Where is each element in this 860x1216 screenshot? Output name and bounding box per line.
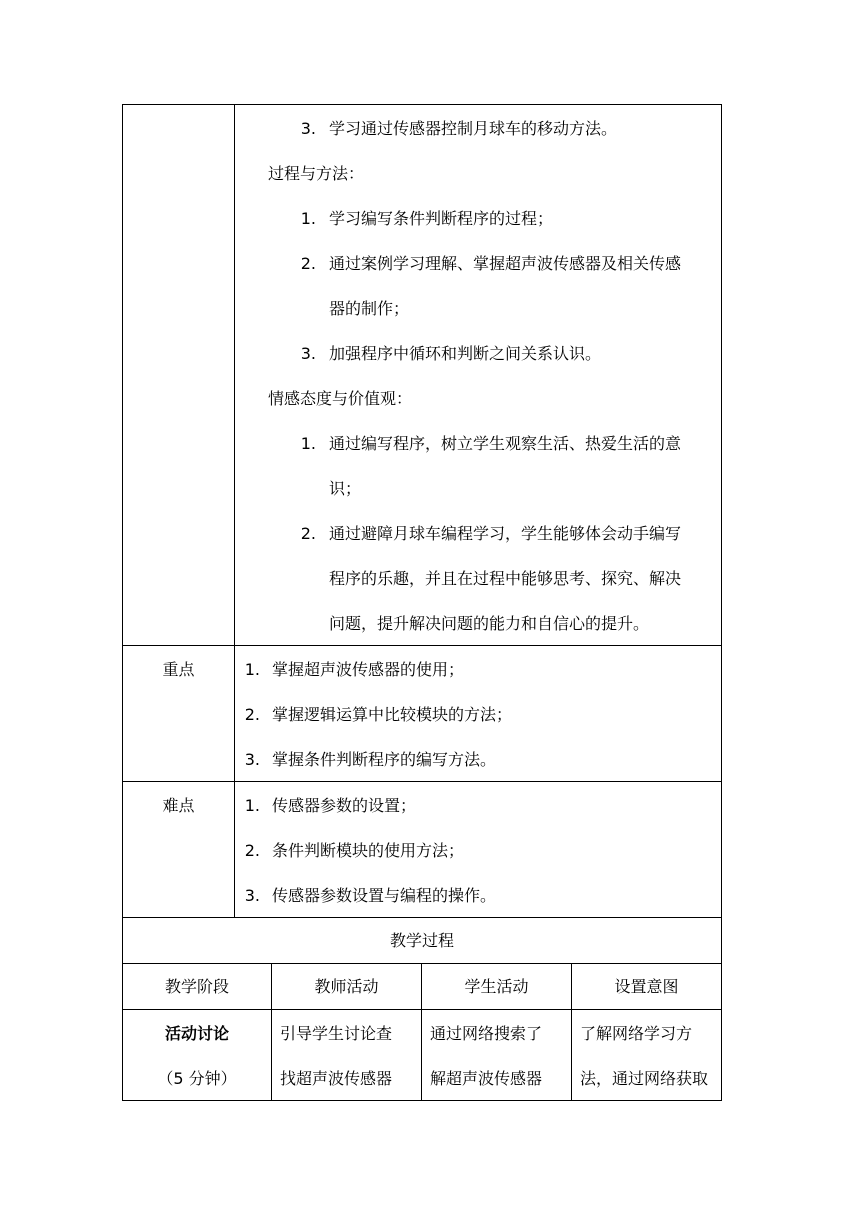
difficult-points-label: 难点 <box>162 796 195 815</box>
design-intent-continued: 法，通过网络获取 <box>580 1069 709 1088</box>
key-point-number: 1. <box>244 660 260 679</box>
attitude-item-text-continued: 程序的乐趣，并且在过程中能够思考、探究、解决 <box>329 569 682 588</box>
key-point-number: 2. <box>244 705 260 724</box>
difficult-point-number: 3. <box>244 886 260 905</box>
attitude-heading: 情感态度与价值观： <box>268 389 413 408</box>
teacher-activity: 引导学生讨论查 <box>280 1024 393 1043</box>
key-point-text: 掌握超声波传感器的使用； <box>272 660 465 679</box>
student-activity-continued: 解超声波传感器 <box>430 1069 543 1088</box>
row-divider-header <box>122 1009 722 1010</box>
process-item-number: 3. <box>300 344 316 363</box>
process-item-text-continued: 器的制作； <box>329 299 410 318</box>
process-item-number: 1. <box>300 209 316 228</box>
process-item-text: 通过案例学习理解、掌握超声波传感器及相关传感 <box>329 254 682 273</box>
stage-duration: （5 分钟） <box>157 1069 237 1088</box>
difficult-point-number: 1. <box>244 796 260 815</box>
key-point-number: 3. <box>244 750 260 769</box>
process-method-heading: 过程与方法： <box>268 164 365 183</box>
process-item-text: 加强程序中循环和判断之间关系认识。 <box>329 344 602 363</box>
table-border-right <box>721 104 722 1101</box>
attitude-item-text-continued: 识； <box>329 479 362 498</box>
table-border-top <box>122 104 722 105</box>
teacher-activity-continued: 找超声波传感器 <box>280 1069 393 1088</box>
key-points-label: 重点 <box>162 660 195 679</box>
knowledge-item-text: 学习通过传感器控制月球车的移动方法。 <box>329 119 618 138</box>
key-point-text: 掌握条件判断程序的编写方法。 <box>272 750 497 769</box>
design-intent: 了解网络学习方 <box>580 1024 693 1043</box>
label-column-divider <box>234 104 235 918</box>
process-item-number: 2. <box>300 254 316 273</box>
stage-name: 活动讨论 <box>164 1024 229 1043</box>
row-divider-objectives <box>122 645 722 646</box>
column-header-student: 学生活动 <box>464 977 529 996</box>
process-table-title: 教学过程 <box>389 931 454 950</box>
attitude-item-text: 通过编写程序，树立学生观察生活、热爱生活的意 <box>329 434 682 453</box>
knowledge-item-number: 3. <box>300 119 316 138</box>
difficult-point-text: 传感器参数的设置； <box>272 796 417 815</box>
attitude-item-text: 通过避障月球车编程学习，学生能够体会动手编写 <box>329 524 682 543</box>
attitude-item-number: 1. <box>300 434 316 453</box>
row-divider-keypoints <box>122 781 722 782</box>
table-border-left <box>122 104 123 1101</box>
attitude-item-text-continued: 问题，提升解决问题的能力和自信心的提升。 <box>329 614 650 633</box>
difficult-point-number: 2. <box>244 841 260 860</box>
column-header-stage: 教学阶段 <box>164 977 229 996</box>
key-point-text: 掌握逻辑运算中比较模块的方法； <box>272 705 513 724</box>
column-header-teacher: 教师活动 <box>314 977 379 996</box>
row-divider-difficult <box>122 917 722 918</box>
difficult-point-text: 条件判断模块的使用方法； <box>272 841 465 860</box>
student-activity: 通过网络搜索了 <box>430 1024 543 1043</box>
difficult-point-text: 传感器参数设置与编程的操作。 <box>272 886 497 905</box>
table-border-bottom <box>122 1100 722 1101</box>
row-divider-title <box>122 963 722 964</box>
column-header-intent: 设置意图 <box>614 977 679 996</box>
attitude-item-number: 2. <box>300 524 316 543</box>
process-item-text: 学习编写条件判断程序的过程； <box>329 209 554 228</box>
